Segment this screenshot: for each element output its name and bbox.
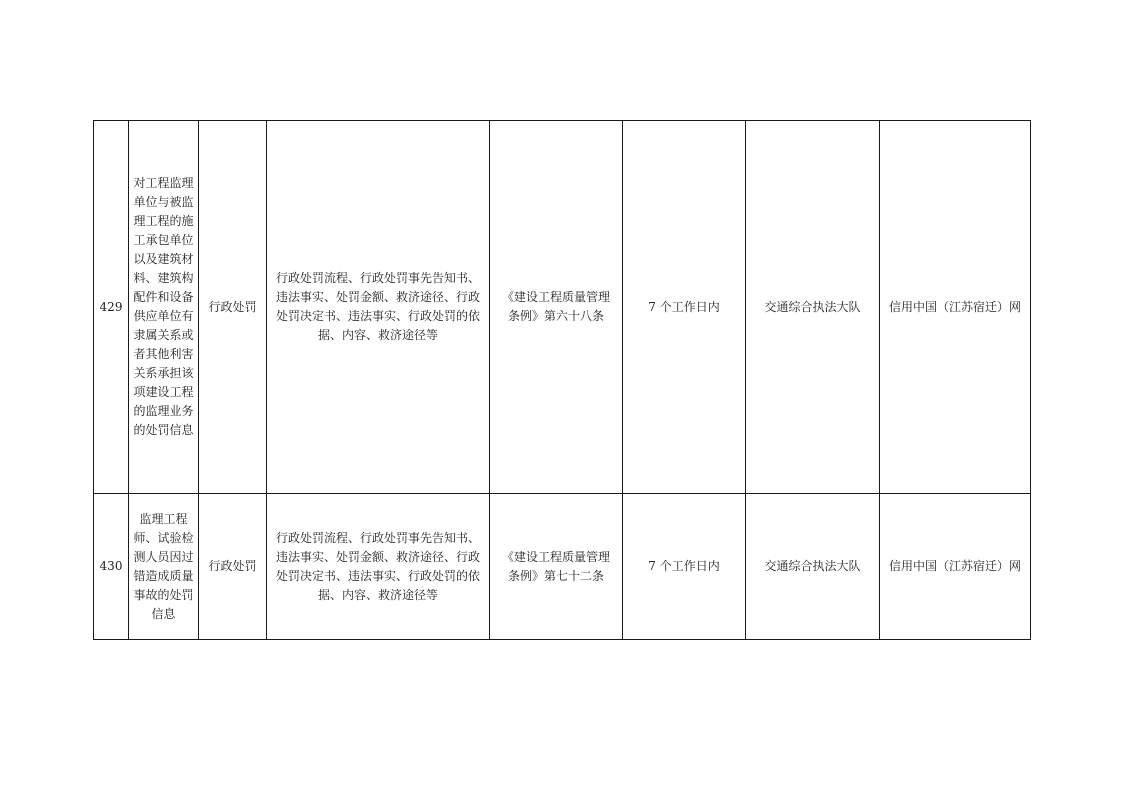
item-cell [129, 494, 199, 640]
channel-cell [880, 494, 1031, 640]
category-cell [199, 121, 267, 494]
disclosure-content: 行政处罚流程、行政处罚事先告知书、违法事实、处罚金额、救济途径、行政处罚决定书、违法事实、行政处罚的依据、内容、救济途径等 [275, 530, 480, 602]
channel: 信用中国（江苏宿迁）网 [888, 299, 1021, 314]
item-cell [129, 121, 199, 494]
department: 交通综合执法大队 [764, 299, 861, 314]
basis-cell [490, 121, 623, 494]
deadline: 7 个工作日内 [648, 299, 720, 314]
legal-basis: 《建设工程质量管理条例》第六十八条 [501, 290, 610, 323]
basis-cell [490, 494, 623, 640]
item-name: 监理工程师、试验检测人员因过错造成质量事故的处罚信息 [133, 511, 194, 621]
content-cell [267, 121, 490, 494]
item-name: 对工程监理单位与被监理工程的施工承包单位以及建筑材料、建筑构配件和设备供应单位有隶属关系或者其他利害关系承担该项建设工程的监理业务的处罚信息 [133, 176, 194, 437]
deadline-cell [623, 494, 746, 640]
category-cell [199, 494, 267, 640]
row-number: 429 [99, 299, 123, 314]
legal-basis: 《建设工程质量管理条例》第七十二条 [501, 549, 610, 583]
channel-cell [880, 121, 1031, 494]
row-number-cell [94, 494, 129, 640]
table-row [94, 121, 1031, 494]
channel: 信用中国（江苏宿迁）网 [888, 559, 1021, 573]
row-number: 430 [99, 559, 123, 573]
table-row [94, 494, 1031, 640]
category: 行政处罚 [208, 559, 257, 573]
department: 交通综合执法大队 [764, 559, 861, 573]
category: 行政处罚 [208, 299, 257, 314]
row-number-cell [94, 121, 129, 494]
disclosure-table [93, 120, 1031, 640]
department-cell [746, 121, 880, 494]
deadline-cell [623, 121, 746, 494]
department-cell [746, 494, 880, 640]
disclosure-content: 行政处罚流程、行政处罚事先告知书、违法事实、处罚金额、救济途径、行政处罚决定书、违法事实、行政处罚的依据、内容、救济途径等 [275, 271, 480, 342]
deadline: 7 个工作日内 [648, 559, 720, 573]
content-cell [267, 494, 490, 640]
